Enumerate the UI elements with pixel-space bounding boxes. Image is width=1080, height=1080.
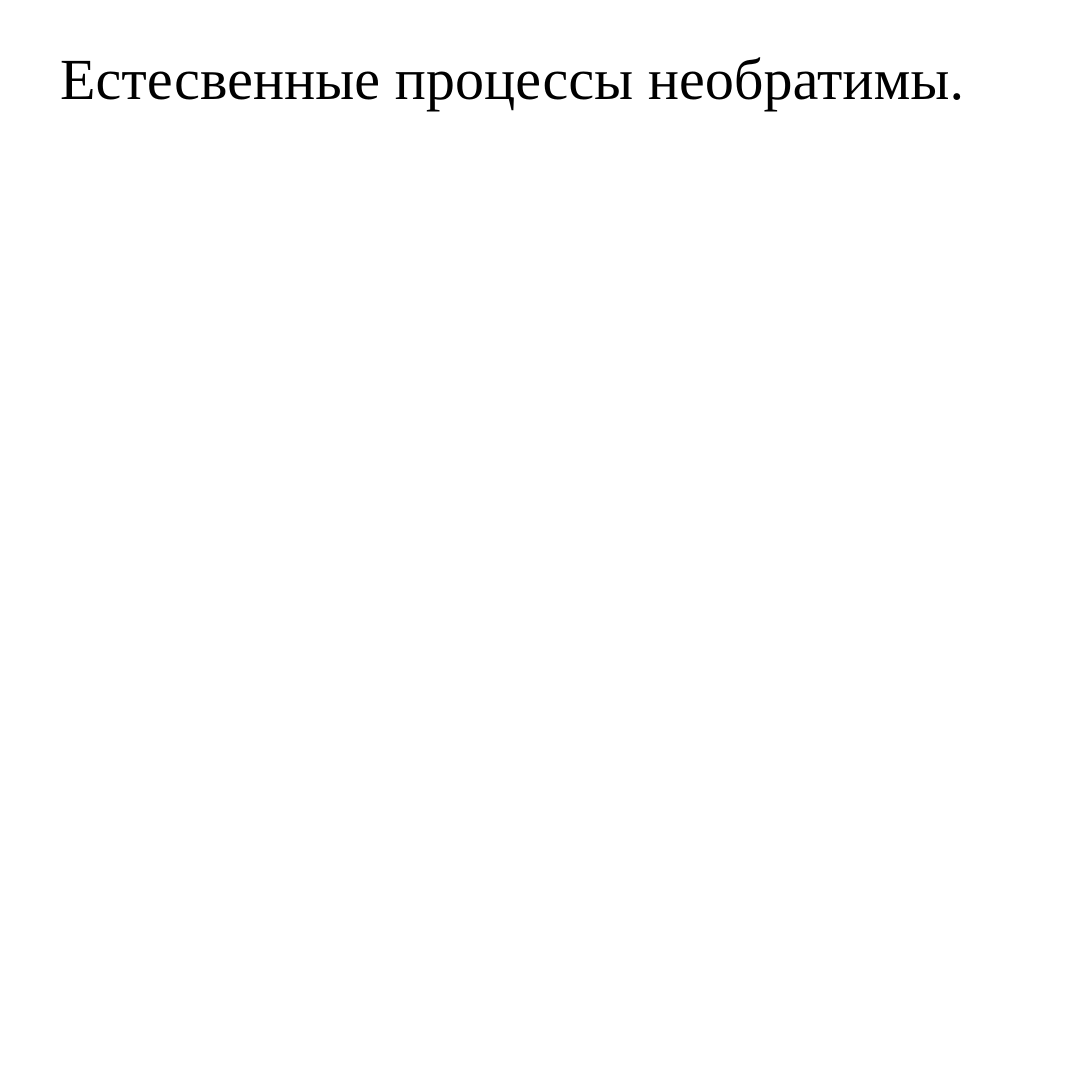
page-headline: Естесвенные процессы необратимы. — [60, 47, 965, 112]
